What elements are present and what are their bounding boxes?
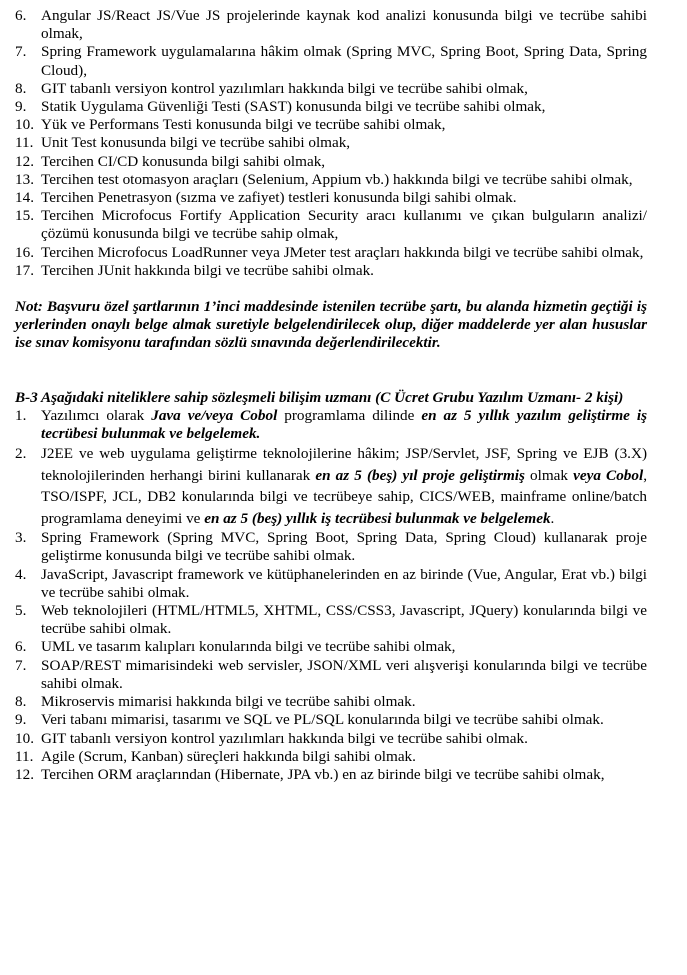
list-item-number: 8. xyxy=(15,79,27,97)
list-item-number: 1. xyxy=(15,406,27,424)
text-run: , TSO/ISPF, JCL, DB2 konularında bilgi ve tecrübeye sahip, CICS/WEB, mainframe online/batch programlama deneyimi ve xyxy=(41,466,647,527)
list-item-text xyxy=(41,407,647,442)
text-run: UML ve tasarım kalıpları konularında bilgi ve tecrübe sahibi olmak, xyxy=(41,638,456,656)
note-paragraph: Not: Başvuru özel şartlarının 1’inci maddesinde istenilen tecrübe şartı, bu alanda hizmetin geçtiği iş yerlerinden onaylı belge almak suretiyle belgelendirilecek olup, diğer maddelerde yer alan hususlar ise sınav komisyonu tarafından sözlü sınavında değerlendirilecektir. xyxy=(15,298,647,352)
list-item xyxy=(15,529,647,565)
list-item-text xyxy=(41,638,455,655)
list-item xyxy=(15,80,647,98)
list-item xyxy=(15,693,647,711)
list-item-number: 17. xyxy=(15,261,34,279)
text-run: Statik Uygulama Güvenliği Testi (SAST) konusunda bilgi ve tecrübe sahibi olmak, xyxy=(41,98,546,116)
text-run: Tercihen ORM araçlarından (Hibernate, JPA vb.) en az birinde bilgi ve tecrübe sahibi olmak, xyxy=(41,765,605,783)
list-item-text xyxy=(41,730,528,747)
list-item-text xyxy=(41,529,647,564)
list-item-number: 3. xyxy=(15,529,27,547)
list-item-text xyxy=(41,244,643,261)
list-item-number: 10. xyxy=(15,116,34,134)
list-item-number: 7. xyxy=(15,43,27,61)
list-item-text xyxy=(41,711,604,728)
list-item xyxy=(15,43,647,79)
list-item-number: 12. xyxy=(15,152,34,170)
text-run: Spring Framework uygulamalarına hâkim olmak (Spring MVC, Spring Boot, Spring Data, Spring Cloud), xyxy=(41,43,647,79)
text-run: olmak xyxy=(524,466,574,484)
text-run: Agile (Scrum, Kanban) süreçleri hakkında bilgi sahibi olmak. xyxy=(41,747,416,765)
list-item xyxy=(15,407,647,443)
text-run: Angular JS/React JS/Vue JS projelerinde kaynak kod analizi konusunda bilgi ve tecrübe sahibi olmak, xyxy=(41,7,647,43)
list-item-number: 2. xyxy=(15,445,27,463)
list-item xyxy=(15,134,647,152)
list-item-text xyxy=(41,766,605,783)
list-item-text xyxy=(41,80,528,97)
list-item xyxy=(15,443,647,529)
text-run: Tercihen Penetrasyon (sızma ve zafiyet) testleri konusunda bilgi sahibi olmak. xyxy=(41,189,517,207)
list-item-text xyxy=(41,153,325,170)
list-item xyxy=(15,7,647,43)
text-run: Tercihen CI/CD konusunda bilgi sahibi olmak, xyxy=(41,152,326,170)
list-item-number: 13. xyxy=(15,170,34,188)
list-item xyxy=(15,711,647,729)
list-item-number: 11. xyxy=(15,134,34,152)
list-item-text xyxy=(41,134,350,151)
text-run: Tercihen test otomasyon araçları (Selenium, Appium vb.) hakkında bilgi ve tecrübe sahibi olmak, xyxy=(41,170,633,188)
list-item xyxy=(15,171,647,189)
list-item-number: 12. xyxy=(15,765,34,783)
text-run: . xyxy=(550,509,555,527)
list-item-number: 7. xyxy=(15,656,27,674)
text-run: GIT tabanlı versiyon kontrol yazılımları hakkında bilgi ve tecrübe sahibi olmak, xyxy=(41,79,528,97)
list-item-number: 9. xyxy=(15,98,27,116)
text-run: SOAP/REST mimarisindeki web servisler, JSON/XML veri alışverişi konularında bilgi ve tecrübe sahibi olmak. xyxy=(41,656,647,692)
list-item xyxy=(15,566,647,602)
list-item-number: 6. xyxy=(15,638,27,656)
list-item xyxy=(15,766,647,784)
text-run: Mikroservis mimarisi hakkında bilgi ve tecrübe sahibi olmak. xyxy=(41,693,416,711)
text-run: J2EE ve web uygulama geliştirme teknolojilerine hâkim; JSP/Servlet, JSF, Spring ve EJB (3.X) teknolojilerinden herhangi birini kullanarak xyxy=(41,445,647,484)
list-item xyxy=(15,244,647,262)
emphasized-text: en az 5 yıllık yazılım geliştirme iş tecrübesi bulunmak ve belgelemek. xyxy=(41,406,647,443)
text-run: Veri tabanı mimarisi, tasarımı ve SQL ve PL/SQL konularında bilgi ve tecrübe sahibi olmak. xyxy=(41,711,604,729)
list-item-text xyxy=(41,445,647,527)
list-item-number: 6. xyxy=(15,7,27,24)
emphasized-text: veya Cobol xyxy=(573,466,644,484)
list-item xyxy=(15,98,647,116)
list-item xyxy=(15,116,647,134)
text-run: Tercihen Microfocus LoadRunner veya JMeter test araçları hakkında bilgi ve tecrübe sahibi olmak, xyxy=(41,243,644,261)
list-item-text xyxy=(41,602,647,637)
requirements-list-b2 xyxy=(15,7,647,280)
list-item-text xyxy=(41,43,647,78)
list-item-text xyxy=(41,693,416,710)
list-item-text xyxy=(41,207,647,242)
list-item-number: 4. xyxy=(15,565,27,583)
list-item xyxy=(15,189,647,207)
text-run: programlama dilinde xyxy=(277,406,422,424)
list-item-number: 5. xyxy=(15,602,27,620)
list-item xyxy=(15,730,647,748)
emphasized-text: Java ve/veya Cobol xyxy=(151,406,278,424)
list-item-number: 9. xyxy=(15,711,27,729)
list-item xyxy=(15,262,647,280)
text-run: Tercihen Microfocus Fortify Application Security aracı kullanımı ve çıkan bulguların analizi/çözümü konusunda bilgi ve tecrübe sahip olmak, xyxy=(41,207,647,243)
list-item xyxy=(15,602,647,638)
text-run: Tercihen JUnit hakkında bilgi ve tecrübe sahibi olmak. xyxy=(41,261,374,279)
list-item-number: 15. xyxy=(15,207,34,225)
list-item-text xyxy=(41,116,445,133)
list-item-text xyxy=(41,748,416,765)
section-heading-b3: B-3 Aşağıdaki niteliklere sahip sözleşmeli bilişim uzmanı (C Ücret Grubu Yazılım Uzmanı- 2 kişi) xyxy=(15,388,624,406)
list-item-number: 8. xyxy=(15,693,27,711)
list-item-text xyxy=(41,262,374,279)
list-item-text xyxy=(41,171,633,188)
text-run: Unit Test konusunda bilgi ve tecrübe sahibi olmak, xyxy=(41,134,351,152)
list-item-text xyxy=(41,98,545,115)
text-run: GIT tabanlı versiyon kontrol yazılımları hakkında bilgi ve tecrübe sahibi olmak. xyxy=(41,729,528,747)
list-item xyxy=(15,153,647,171)
emphasized-text: en az 5 (beş) yıl proje geliştirmiş xyxy=(315,466,525,484)
text-run: Yük ve Performans Testi konusunda bilgi ve tecrübe sahibi olmak, xyxy=(41,116,446,134)
emphasized-text: en az 5 (beş) yıllık iş tecrübesi bulunmak ve belgelemek xyxy=(204,509,551,527)
list-item-text xyxy=(41,566,647,601)
list-item-text xyxy=(41,189,517,206)
list-item-number: 16. xyxy=(15,243,34,261)
list-item-text xyxy=(41,7,647,42)
text-run: Spring Framework (Spring MVC, Spring Boot, Spring Data, Spring Cloud) kullanarak proje geliştirme konusunda bilgi ve tecrübe sahibi olmak. xyxy=(41,529,647,565)
list-item xyxy=(15,657,647,693)
text-run: Web teknolojileri (HTML/HTML5, XHTML, CSS/CSS3, Javascript, JQuery) konularında bilgi ve tecrübe sahibi olmak. xyxy=(41,602,647,638)
list-item xyxy=(15,638,647,656)
list-item xyxy=(15,207,647,243)
list-item-text xyxy=(41,657,647,692)
list-item-number: 10. xyxy=(15,729,34,747)
list-item xyxy=(15,748,647,766)
text-run: Yazılımcı olarak xyxy=(41,406,152,424)
list-item-number: 11. xyxy=(15,747,34,765)
list-item-number: 14. xyxy=(15,189,34,207)
text-run: JavaScript, Javascript framework ve kütüphanelerinden en az birinde (Vue, Angular, Erat vb.) bilgi ve tecrübe sahibi olmak. xyxy=(41,565,647,601)
requirements-list-b3 xyxy=(15,407,647,784)
